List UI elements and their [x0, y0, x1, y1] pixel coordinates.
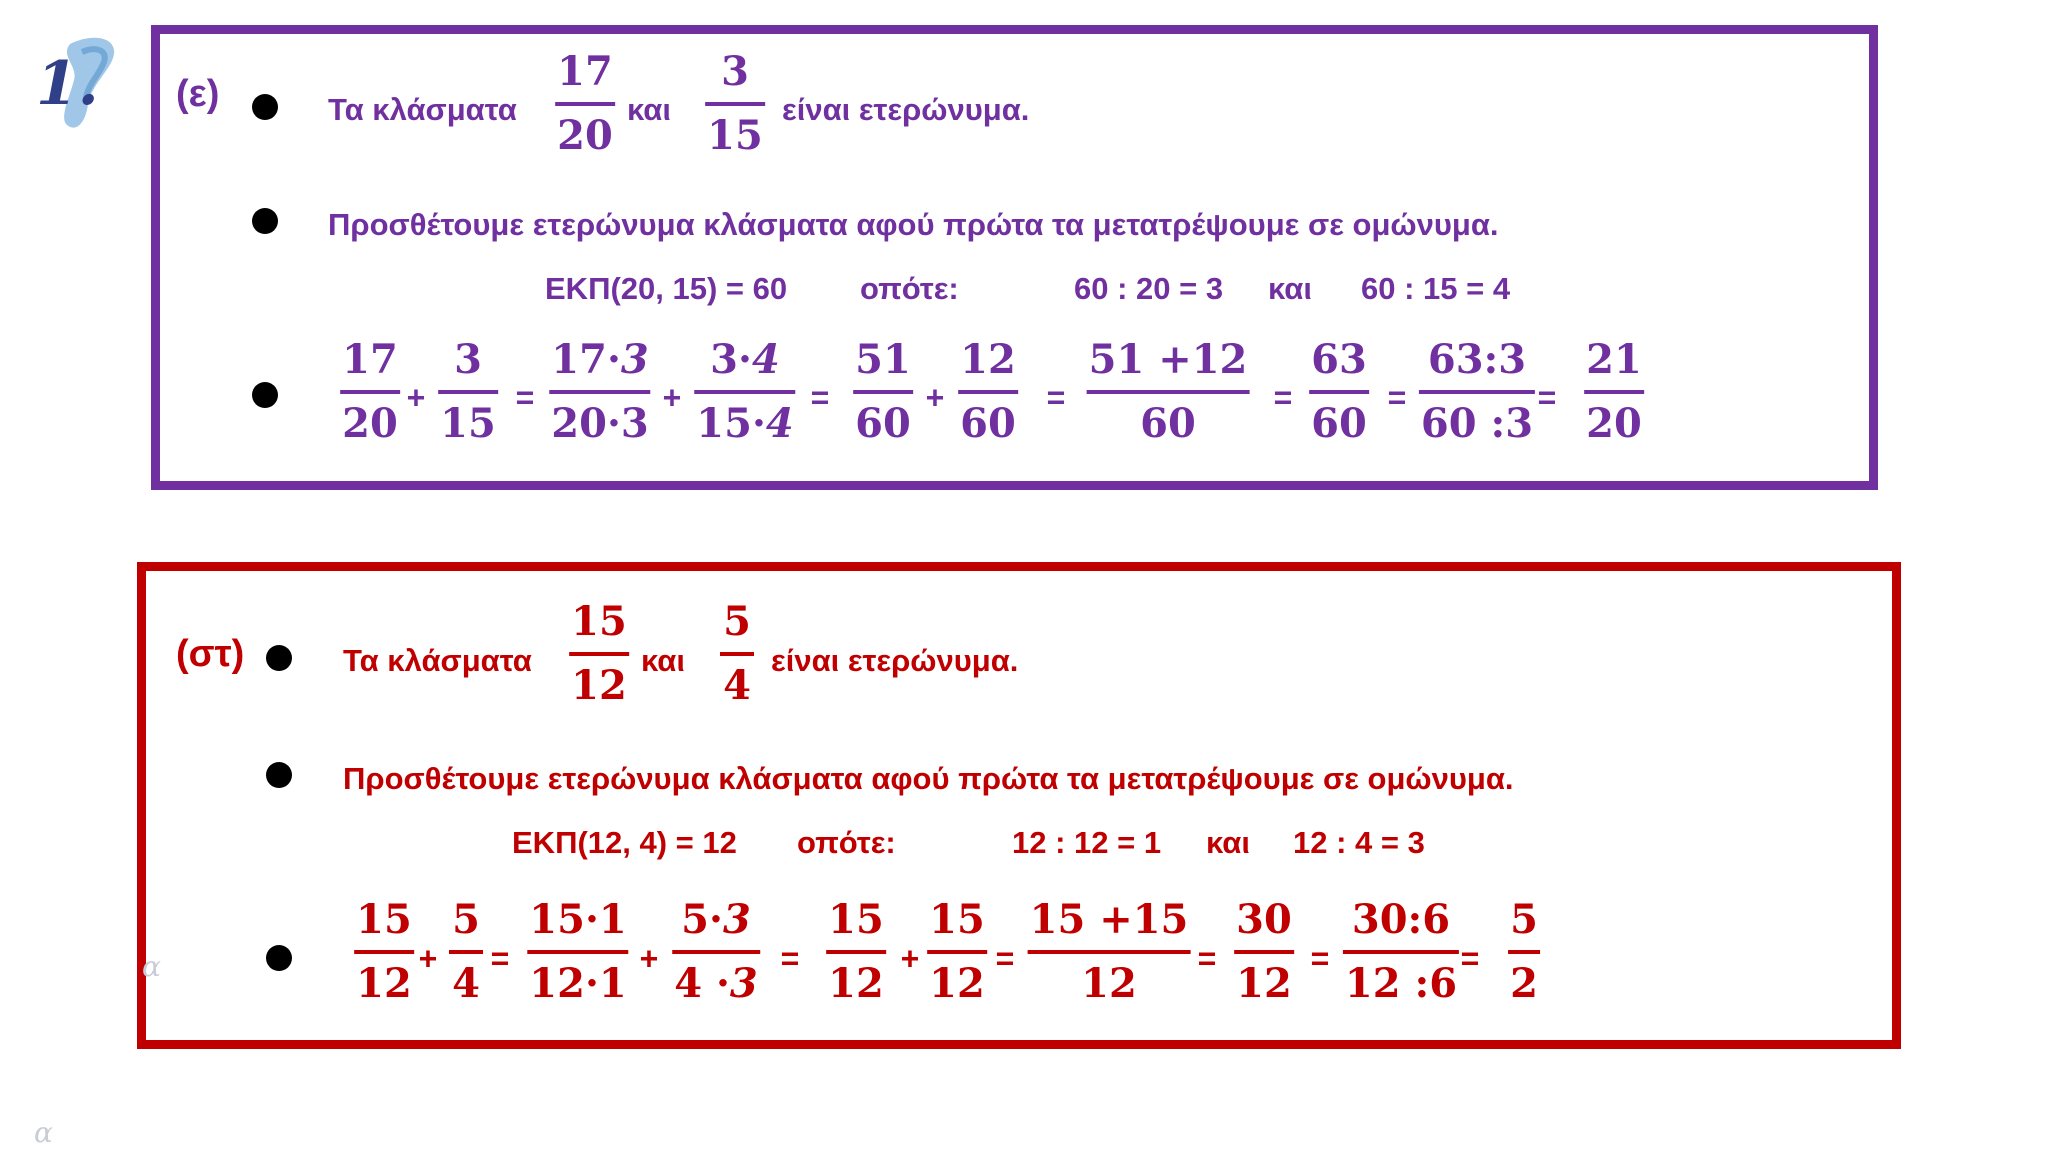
- denominator: 60 :3: [1420, 400, 1534, 447]
- denominator: 12·1: [529, 960, 627, 1007]
- denominator: 4: [723, 662, 751, 709]
- bullet: [252, 94, 278, 120]
- part-e-kai: και: [1268, 271, 1312, 306]
- bullet: [266, 945, 292, 971]
- fraction: [853, 338, 913, 446]
- fraction: [438, 338, 498, 446]
- part-e-line1-suffix: είναι ετερώνυμα.: [782, 92, 1030, 127]
- part-st-div1: 12 : 12 = 1: [1012, 825, 1162, 860]
- equals-sign: =: [1387, 379, 1407, 416]
- denominator: 12: [571, 662, 627, 709]
- numerator: 3: [454, 336, 482, 383]
- fraction: [958, 338, 1018, 446]
- watermark-letter: α: [34, 1116, 53, 1149]
- equals-sign: =: [995, 940, 1015, 977]
- multiplier: 3: [620, 336, 649, 383]
- denominator: 20: [1586, 400, 1642, 447]
- denominator: 60: [1140, 400, 1196, 447]
- fraction: [354, 898, 414, 1006]
- fraction: [927, 898, 987, 1006]
- denominator-part: 4: [674, 960, 716, 1007]
- fraction: [672, 898, 760, 1006]
- numerator: 21: [1586, 336, 1642, 383]
- equals-sign: =: [1310, 940, 1330, 977]
- multiplier: 4: [751, 336, 780, 383]
- part-e-line1-middle: και: [627, 92, 671, 127]
- denominator: 20·3: [551, 400, 649, 447]
- numerator: 15: [571, 598, 627, 645]
- fraction: [1234, 898, 1294, 1006]
- numerator: 5: [1510, 896, 1538, 943]
- denominator: 15: [707, 112, 763, 159]
- plus-sign: +: [925, 379, 945, 416]
- numerator-part: 17: [551, 336, 607, 383]
- denominator: 60: [855, 400, 911, 447]
- numerator: 15: [929, 896, 985, 943]
- numerator: 17: [557, 48, 613, 95]
- numerator: 3: [721, 48, 749, 95]
- numerator: 5: [723, 598, 751, 645]
- denominator-part: 15: [696, 400, 752, 447]
- bullet: [266, 762, 292, 788]
- part-st-line1-suffix: είναι ετερώνυμα.: [771, 643, 1019, 678]
- equals-sign: =: [490, 940, 510, 977]
- denominator: 20: [557, 112, 613, 159]
- denominator-part: 20: [551, 400, 607, 447]
- numerator: 17·3: [551, 336, 649, 383]
- denominator: 12 :6: [1344, 960, 1458, 1007]
- exercise-number-badge: [30, 26, 120, 136]
- fraction: [826, 898, 886, 1006]
- part-st-opote: οπότε:: [797, 825, 896, 860]
- fraction: [705, 50, 765, 158]
- part-e-opote: οπότε:: [860, 271, 959, 306]
- multiplier: 3: [722, 896, 751, 943]
- plus-sign: +: [418, 940, 438, 977]
- denominator: 60: [1311, 400, 1367, 447]
- numerator-part: 15: [529, 896, 585, 943]
- multiplier: 3: [620, 400, 649, 447]
- equals-sign: =: [1197, 940, 1217, 977]
- fraction: [694, 338, 795, 446]
- fraction: [549, 338, 650, 446]
- plus-sign: +: [662, 379, 682, 416]
- brush-stroke-icon: [30, 26, 120, 136]
- equals-sign: =: [1273, 379, 1293, 416]
- part-e-ekp: ΕΚΠ(20, 15) = 60: [545, 271, 788, 306]
- plus-sign: +: [406, 379, 426, 416]
- equals-sign: =: [1460, 940, 1480, 977]
- fraction: [1087, 338, 1250, 446]
- numerator: 30:6: [1351, 896, 1451, 943]
- denominator: 4 ·3: [674, 960, 758, 1007]
- numerator: 15 +15: [1029, 896, 1189, 943]
- plus-sign: +: [639, 940, 659, 977]
- numerator: 51 +12: [1088, 336, 1248, 383]
- denominator: 12: [1236, 960, 1292, 1007]
- watermark-letter: α: [142, 950, 161, 983]
- numerator: 3·4: [710, 336, 780, 383]
- part-e-line2: Προσθέτουμε ετερώνυμα κλάσματα αφού πρώτα τα μετατρέψουμε σε ομώνυμα.: [328, 207, 1499, 242]
- numerator: 51: [855, 336, 911, 383]
- bullet: [252, 382, 278, 408]
- denominator: 60: [960, 400, 1016, 447]
- part-st-label: (στ): [176, 633, 245, 675]
- numerator: 63:3: [1427, 336, 1527, 383]
- denominator-part: 12: [529, 960, 585, 1007]
- denominator: 4: [452, 960, 480, 1007]
- plus-sign: +: [900, 940, 920, 977]
- numerator-part: 3: [710, 336, 739, 383]
- multiplier: 4: [765, 400, 794, 447]
- denominator: 12: [929, 960, 985, 1007]
- equals-sign: =: [1046, 379, 1066, 416]
- fraction: [569, 600, 629, 708]
- multiplier: 3: [729, 960, 758, 1007]
- fraction: [1584, 338, 1644, 446]
- part-st-line1-prefix: Τα κλάσματα: [343, 643, 532, 678]
- part-st-ekp: ΕΚΠ(12, 4) = 12: [512, 825, 737, 860]
- denominator: 12: [828, 960, 884, 1007]
- fraction: [1309, 338, 1369, 446]
- denominator: 20: [342, 400, 398, 447]
- denominator: 12: [1081, 960, 1137, 1007]
- denominator: 15: [440, 400, 496, 447]
- part-e-line1-prefix: Τα κλάσματα: [328, 92, 517, 127]
- part-st-line1-middle: και: [641, 643, 685, 678]
- fraction: [1419, 338, 1535, 446]
- numerator: 5·3: [681, 896, 751, 943]
- bullet: [252, 208, 278, 234]
- numerator: 17: [342, 336, 398, 383]
- multiplier: 1: [598, 960, 627, 1007]
- fraction: [720, 600, 754, 708]
- numerator: 5: [452, 896, 480, 943]
- part-e-div1: 60 : 20 = 3: [1074, 271, 1224, 306]
- denominator: 2: [1510, 960, 1538, 1007]
- numerator: 15·1: [529, 896, 627, 943]
- part-e-div2: 60 : 15 = 4: [1361, 271, 1511, 306]
- denominator: 12: [356, 960, 412, 1007]
- numerator: 30: [1236, 896, 1292, 943]
- fraction: [527, 898, 628, 1006]
- denominator: 15·4: [696, 400, 794, 447]
- numerator-part: 5: [681, 896, 710, 943]
- equals-sign: =: [515, 379, 535, 416]
- part-st-div2: 12 : 4 = 3: [1293, 825, 1425, 860]
- exercise-number: 1.: [36, 49, 99, 119]
- equals-sign: =: [1537, 379, 1557, 416]
- fraction: [449, 898, 483, 1006]
- part-e-label: (ε): [176, 73, 220, 115]
- bullet: [266, 645, 292, 671]
- part-st-line2: Προσθέτουμε ετερώνυμα κλάσματα αφού πρώτα τα μετατρέψουμε σε ομώνυμα.: [343, 761, 1514, 796]
- numerator: 63: [1311, 336, 1367, 383]
- fraction: [1028, 898, 1191, 1006]
- numerator: 15: [356, 896, 412, 943]
- numerator: 15: [828, 896, 884, 943]
- fraction: [340, 338, 400, 446]
- equals-sign: =: [810, 379, 830, 416]
- fraction: [1343, 898, 1459, 1006]
- numerator: 12: [960, 336, 1016, 383]
- multiplier: 1: [598, 896, 627, 943]
- equals-sign: =: [780, 940, 800, 977]
- part-st-kai: και: [1206, 825, 1250, 860]
- fraction: [555, 50, 615, 158]
- fraction: [1508, 898, 1540, 1006]
